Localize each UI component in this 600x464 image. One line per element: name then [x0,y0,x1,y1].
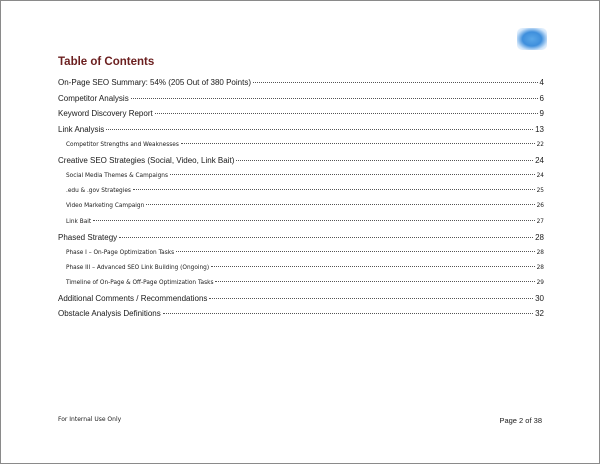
toc-entry-label: Social Media Themes & Campaigns [66,173,168,179]
toc-subentry[interactable] [66,219,544,225]
toc-entry-page-number: 30 [535,294,544,303]
toc-entry[interactable] [58,109,544,118]
toc-entry-page-number: 29 [536,280,544,286]
toc-dot-leader [176,251,535,252]
toc-entry-label: Video Marketing Campaign [66,203,145,209]
toc-dot-leader [163,313,533,314]
toc-entry-page-number: 25 [536,188,544,194]
toc-dot-leader [131,98,538,99]
toc-subentry[interactable] [66,265,544,271]
toc-entry[interactable] [58,94,544,103]
toc-entry-label: Link Analysis [58,125,105,134]
toc-subentry[interactable] [66,250,544,256]
toc-heading: Table of Contents [58,56,155,68]
toc-dot-leader [253,82,538,83]
toc-entry-page-number: 28 [535,233,544,242]
toc-dot-leader [119,237,533,238]
toc-entry-page-number: 22 [536,142,544,148]
toc-entry-label: Phased Strategy [58,233,118,242]
toc-entry[interactable] [58,78,544,87]
toc-subentry[interactable] [66,203,544,209]
toc-entry-page-number: 28 [536,265,544,271]
toc-entry-page-number: 24 [536,173,544,179]
toc-entry-label: Timeline of On-Page & Off-Page Optimization Tasks [66,280,214,286]
toc-entry-label: Competitor Analysis [58,94,129,103]
toc-entry-label: Phase III – Advanced SEO Link Building (Ongoing) [66,265,210,271]
toc-entry-page-number: 27 [536,219,544,225]
toc-entry-page-number: 13 [535,125,544,134]
toc-dot-leader [170,174,535,175]
toc-entry-page-number: 28 [536,250,544,256]
toc-subentry[interactable] [66,280,544,286]
toc-entry-label: Additional Comments / Recommendations [58,294,208,303]
toc-dot-leader [106,129,533,130]
toc-entry[interactable] [58,294,544,303]
toc-entry-page-number: 9 [539,109,544,118]
toc-dot-leader [181,143,535,144]
toc-dot-leader [146,204,534,205]
toc-dot-leader [133,189,535,190]
toc-entry-label: Competitor Strengths and Weaknesses [66,142,179,148]
toc-dot-leader [215,281,534,282]
toc-entry-page-number: 26 [536,203,544,209]
toc-entry-label: Obstacle Analysis Definitions [58,309,161,318]
toc-entry[interactable] [58,125,544,134]
toc-dot-leader [236,160,533,161]
toc-dot-leader [93,220,534,221]
company-logo-icon [517,28,547,50]
toc-entry-page-number: 24 [535,156,544,165]
toc-entry-page-number: 4 [539,78,544,87]
toc-entry[interactable] [58,309,544,318]
toc-subentry[interactable] [66,188,544,194]
toc-entry-page-number: 32 [535,309,544,318]
toc-subentry[interactable] [66,173,544,179]
toc-entry-label: On-Page SEO Summary: 54% (205 Out of 380 Points) [58,78,251,87]
footer-page-number: Page 2 of 38 [499,416,542,425]
toc-entry-label: Link Bait [66,219,92,225]
toc-entry-label: .edu & .gov Strategies [66,188,131,194]
toc-entry-label: Keyword Discovery Report [58,109,153,118]
footer-confidentiality-note: For Internal Use Only [58,416,122,423]
toc-dot-leader [155,113,538,114]
toc-dot-leader [209,298,533,299]
toc-dot-leader [211,266,534,267]
toc-entry-page-number: 6 [539,94,544,103]
toc-subentry[interactable] [66,142,544,148]
toc-entry-label: Creative SEO Strategies (Social, Video, Link Bait) [58,156,235,165]
toc-entry-label: Phase I – On-Page Optimization Tasks [66,250,175,256]
toc-entry[interactable] [58,156,544,165]
toc-entry[interactable] [58,233,544,242]
